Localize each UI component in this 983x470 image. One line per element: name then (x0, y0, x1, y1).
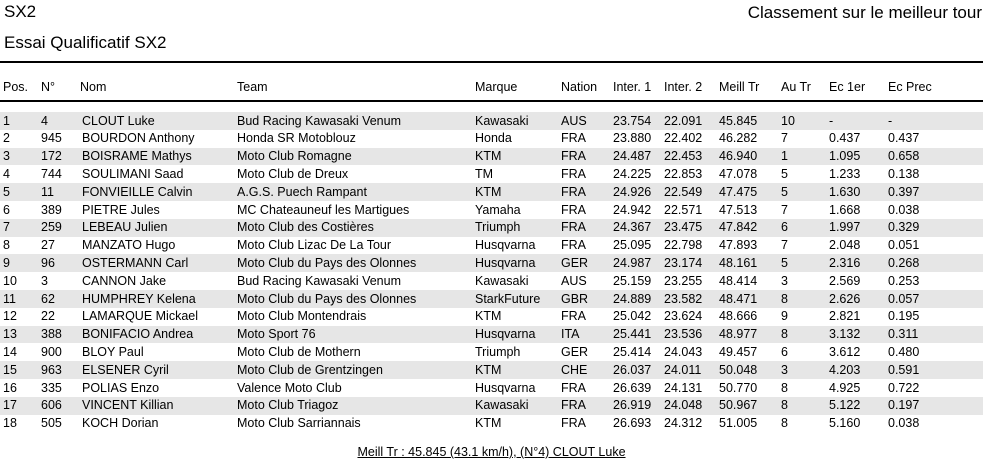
cell: MC Chateauneuf les Martigues (237, 202, 410, 217)
table-row (0, 308, 983, 326)
cell: 0.253 (888, 273, 920, 288)
cell: GER (561, 345, 589, 359)
cell: 1.668 (829, 202, 861, 217)
column-header: Team (236, 80, 474, 101)
cell: MANZATO Hugo (82, 238, 176, 253)
cell: 24.367 (613, 220, 652, 235)
cell: 26.919 (613, 398, 652, 413)
cell: Moto Club de Dreux (237, 167, 349, 182)
cell: GBR (561, 291, 589, 306)
column-header: Inter. 1 (612, 80, 663, 101)
best-lap-summary: Meill Tr : 45.845 (43.1 km/h), (N°4) CLOUT Luke (357, 445, 626, 459)
cell: 6 (781, 345, 788, 359)
table-row (0, 130, 983, 148)
cell: 1 (3, 113, 10, 128)
cell: 0.311 (888, 327, 919, 342)
cell: 23.536 (664, 327, 703, 342)
cell: Honda SR Motoblouz (237, 131, 356, 146)
cell: 24.048 (664, 398, 703, 413)
cell: 606 (41, 398, 62, 413)
cell: Husqvarna (475, 256, 536, 271)
cell: 5 (3, 184, 10, 199)
cell: FRA (561, 309, 586, 324)
cell: KOCH Dorian (82, 416, 159, 431)
cell: KTM (475, 184, 502, 199)
cell: 47.475 (719, 184, 758, 199)
cell: Husqvarna (475, 380, 536, 395)
cell: HUMPHREY Kelena (82, 291, 196, 306)
cell: Kawasaki (475, 273, 529, 288)
cell: 7 (3, 220, 10, 235)
cell: KTM (475, 149, 502, 164)
cell: 47.078 (719, 167, 758, 182)
cell: FRA (561, 202, 586, 217)
cell: CHE (561, 362, 588, 377)
cell: 505 (41, 416, 62, 431)
cell: 0.658 (888, 149, 920, 164)
cell: 3.132 (829, 327, 861, 342)
cell: Bud Racing Kawasaki Venum (237, 273, 401, 288)
table-row (0, 343, 983, 361)
cell: FONVIEILLE Calvin (82, 184, 193, 199)
cell: 4.925 (829, 380, 861, 395)
cell: 22.402 (664, 131, 703, 146)
cell: POLIAS Enzo (82, 380, 160, 395)
cell: 23.880 (613, 131, 652, 146)
cell: 11 (3, 291, 16, 306)
table-body (0, 112, 983, 432)
cell: 26.639 (613, 380, 652, 395)
cell: 10 (781, 113, 795, 128)
cell: KTM (475, 416, 502, 431)
table-row (0, 237, 983, 255)
cell: 0.138 (888, 167, 920, 182)
cell: CANNON Jake (82, 273, 167, 288)
cell: 1.233 (829, 167, 861, 182)
cell: 900 (41, 345, 62, 359)
cell: 17 (3, 398, 17, 413)
cell: 25.414 (613, 345, 652, 359)
cell: 6 (3, 202, 10, 217)
cell: 8 (781, 291, 788, 306)
table-row (0, 183, 983, 201)
cell: Moto Club Triagoz (237, 398, 339, 413)
cell: 22.798 (664, 238, 703, 253)
cell: 9 (3, 256, 10, 271)
table-row (0, 219, 983, 237)
cell: 0.437 (829, 131, 861, 146)
cell: 48.161 (719, 256, 758, 271)
cell: 0.057 (888, 291, 920, 306)
cell: 47.842 (719, 220, 758, 235)
cell: 2.626 (829, 291, 861, 306)
cell: 0.591 (888, 362, 920, 377)
cell: 22.549 (664, 184, 703, 199)
cell: Moto Club Sarriannais (237, 416, 361, 431)
cell: GER (561, 256, 589, 271)
column-header: Meill Tr (718, 80, 780, 101)
cell: 18 (3, 416, 17, 431)
cell: 10 (3, 273, 17, 288)
cell: 24.225 (613, 167, 652, 182)
cell: 26.037 (613, 362, 652, 377)
cell: 389 (41, 202, 62, 217)
cell: 5.160 (829, 416, 861, 431)
cell: 335 (41, 380, 62, 395)
cell: 11 (41, 184, 54, 199)
cell: Moto Sport 76 (237, 327, 316, 342)
cell: PIETRE Jules (82, 202, 160, 217)
cell: Moto Club de Grentzingen (237, 362, 383, 377)
session-title: Essai Qualificatif SX2 (4, 33, 167, 52)
column-header: Au Tr (780, 80, 828, 101)
cell: 22.571 (664, 202, 703, 217)
cell: 0.397 (888, 184, 920, 199)
cell: 23.475 (664, 220, 703, 235)
cell: AUS (561, 113, 587, 128)
cell: KTM (475, 309, 502, 324)
cell: 7 (781, 202, 788, 217)
cell: 46.282 (719, 131, 758, 146)
cell: ITA (561, 327, 580, 342)
cell: 25.441 (613, 327, 652, 342)
cell: 23.754 (613, 113, 652, 128)
cell: 48.977 (719, 327, 758, 342)
cell: 3 (3, 149, 10, 164)
cell: 2 (3, 131, 10, 146)
cell: 23.624 (664, 309, 703, 324)
column-header: Ec 1er (828, 80, 887, 101)
cell: Moto Club du Pays des Olonnes (237, 291, 417, 306)
cell: 96 (41, 256, 55, 271)
column-header: Nation (560, 80, 612, 101)
table-row (0, 397, 983, 415)
cell: BOURDON Anthony (82, 131, 195, 146)
cell: 2.316 (829, 256, 861, 271)
cell: 24.487 (613, 149, 652, 164)
table-row (0, 112, 983, 130)
cell: 22.091 (664, 113, 703, 128)
cell: 388 (41, 327, 62, 342)
cell: A.G.S. Puech Rampant (237, 184, 367, 199)
cell: 3 (41, 273, 48, 288)
cell: Moto Club Lizac De La Tour (237, 238, 392, 253)
cell: 0.197 (888, 398, 920, 413)
cell: 22.853 (664, 167, 703, 182)
cell: 24.011 (664, 362, 702, 377)
cell: FRA (561, 398, 586, 413)
cell: 0.038 (888, 202, 920, 217)
cell: 0.051 (888, 238, 920, 253)
cell: Kawasaki (475, 113, 529, 128)
table-row (0, 415, 983, 433)
top-divider (0, 61, 983, 63)
results-table-header (0, 80, 983, 102)
cell: Moto Club du Pays des Olonnes (237, 256, 417, 271)
cell: 50.770 (719, 380, 758, 395)
cell: Moto Club des Costières (237, 220, 374, 235)
cell: 7 (781, 131, 788, 146)
table-row (0, 272, 983, 290)
table-row (0, 165, 983, 183)
cell: 8 (3, 238, 10, 253)
cell: FRA (561, 416, 586, 431)
cell: 47.513 (719, 202, 758, 217)
cell: 0.038 (888, 416, 920, 431)
cell: 0.437 (888, 131, 920, 146)
cell: 8 (781, 398, 788, 413)
ranking-title: Classement sur le meilleur tour (747, 3, 982, 22)
cell: KTM (475, 362, 502, 377)
cell: LAMARQUE Mickael (82, 309, 198, 324)
cell: 23.255 (664, 273, 703, 288)
cell: CLOUT Luke (82, 113, 155, 128)
cell: 945 (41, 131, 62, 146)
cell: 50.048 (719, 362, 758, 377)
cell: - (888, 113, 893, 128)
cell: TM (475, 167, 494, 182)
cell: OSTERMANN Carl (82, 256, 189, 271)
cell: 24.131 (664, 380, 703, 395)
cell: 5.122 (829, 398, 861, 413)
cell: Husqvarna (475, 238, 536, 253)
cell: FRA (561, 131, 586, 146)
cell: 15 (3, 362, 17, 377)
cell: Triumph (475, 345, 521, 359)
cell: 24.043 (664, 345, 703, 359)
cell: FRA (561, 149, 586, 164)
cell: 172 (41, 149, 62, 164)
column-header: Nom (79, 80, 236, 101)
cell: 27 (41, 238, 55, 253)
cell: 23.582 (664, 291, 703, 306)
table-row (0, 290, 983, 308)
cell: 16 (3, 380, 17, 395)
cell: BOISRAME Mathys (82, 149, 192, 164)
cell: FRA (561, 220, 586, 235)
cell: 1.997 (829, 220, 861, 235)
cell: 4.203 (829, 362, 861, 377)
cell: Husqvarna (475, 327, 536, 342)
table-row (0, 201, 983, 219)
cell: 48.666 (719, 309, 758, 324)
cell: Kawasaki (475, 398, 529, 413)
cell: 50.967 (719, 398, 758, 413)
cell: Honda (475, 131, 512, 146)
cell: 259 (41, 220, 62, 235)
cell: 0.722 (888, 380, 920, 395)
cell: ELSENER Cyril (82, 362, 169, 377)
cell: 1 (781, 149, 788, 164)
column-header: Ec Prec (887, 80, 983, 101)
cell: Moto Club de Mothern (237, 345, 361, 359)
table-row (0, 148, 983, 166)
cell: 46.940 (719, 149, 758, 164)
cell: 9 (781, 309, 788, 324)
cell: 48.414 (719, 273, 758, 288)
cell: 2.048 (829, 238, 861, 253)
column-header: Marque (474, 80, 560, 101)
cell: 5 (781, 184, 788, 199)
cell: 12 (3, 309, 17, 324)
column-header: Inter. 2 (663, 80, 718, 101)
cell: 1.095 (829, 149, 861, 164)
cell: BONIFACIO Andrea (82, 327, 194, 342)
cell: 22.453 (664, 149, 703, 164)
cell: 47.893 (719, 238, 758, 253)
column-header: Pos. (0, 80, 40, 101)
cell: 0.195 (888, 309, 920, 324)
cell: Bud Racing Kawasaki Venum (237, 113, 401, 128)
cell: 51.005 (719, 416, 758, 431)
cell: 7 (781, 238, 788, 253)
cell: StarkFuture (475, 291, 541, 306)
cell: 0.480 (888, 345, 920, 359)
cell: 22 (41, 309, 55, 324)
cell: 23.174 (664, 256, 703, 271)
cell: Yamaha (475, 202, 521, 217)
cell: 24.926 (613, 184, 652, 199)
cell: VINCENT Killian (82, 398, 174, 413)
cell: LEBEAU Julien (82, 220, 168, 235)
cell: 8 (781, 416, 788, 431)
cell: 8 (781, 327, 788, 342)
table-header-row (0, 80, 983, 101)
cell: 13 (3, 327, 17, 342)
cell: 62 (41, 291, 55, 306)
cell: 14 (3, 345, 17, 359)
cell: BLOY Paul (82, 345, 144, 359)
cell: 3.612 (829, 345, 861, 359)
cell: 49.457 (719, 345, 758, 359)
cell: 2.821 (829, 309, 861, 324)
cell: 963 (41, 362, 62, 377)
cell: 26.693 (613, 416, 652, 431)
cell: Valence Moto Club (237, 380, 342, 395)
cell: 24.987 (613, 256, 652, 271)
cell: 4 (41, 113, 48, 128)
cell: 744 (41, 167, 62, 182)
table-row (0, 379, 983, 397)
table-row (0, 254, 983, 272)
cell: 45.845 (719, 113, 758, 128)
cell: 4 (3, 167, 10, 182)
cell: 3 (781, 273, 788, 288)
cell: AUS (561, 273, 587, 288)
table-row (0, 326, 983, 344)
cell: 48.471 (719, 291, 758, 306)
cell: 8 (781, 380, 788, 395)
cell: 5 (781, 256, 788, 271)
cell: Moto Club Montendrais (237, 309, 367, 324)
column-header: N° (40, 80, 79, 101)
cell: 25.042 (613, 309, 652, 324)
table-row (0, 361, 983, 379)
cell: 6 (781, 220, 788, 235)
cell: FRA (561, 238, 586, 253)
cell: 0.329 (888, 220, 920, 235)
results-table (0, 112, 983, 432)
cell: 1.630 (829, 184, 861, 199)
cell: FRA (561, 380, 586, 395)
cell: 25.095 (613, 238, 652, 253)
cell: SOULIMANI Saad (82, 167, 184, 182)
cell: 0.268 (888, 256, 920, 271)
category-title: SX2 (4, 2, 37, 21)
cell: 24.312 (664, 416, 703, 431)
cell: Triumph (475, 220, 521, 235)
cell: FRA (561, 167, 586, 182)
cell: - (829, 113, 834, 128)
cell: 5 (781, 167, 788, 182)
cell: Moto Club Romagne (237, 149, 352, 164)
cell: 25.159 (613, 273, 652, 288)
cell: 2.569 (829, 273, 861, 288)
cell: 24.942 (613, 202, 652, 217)
cell: 24.889 (613, 291, 652, 306)
cell: 3 (781, 362, 788, 377)
cell: FRA (561, 184, 586, 199)
